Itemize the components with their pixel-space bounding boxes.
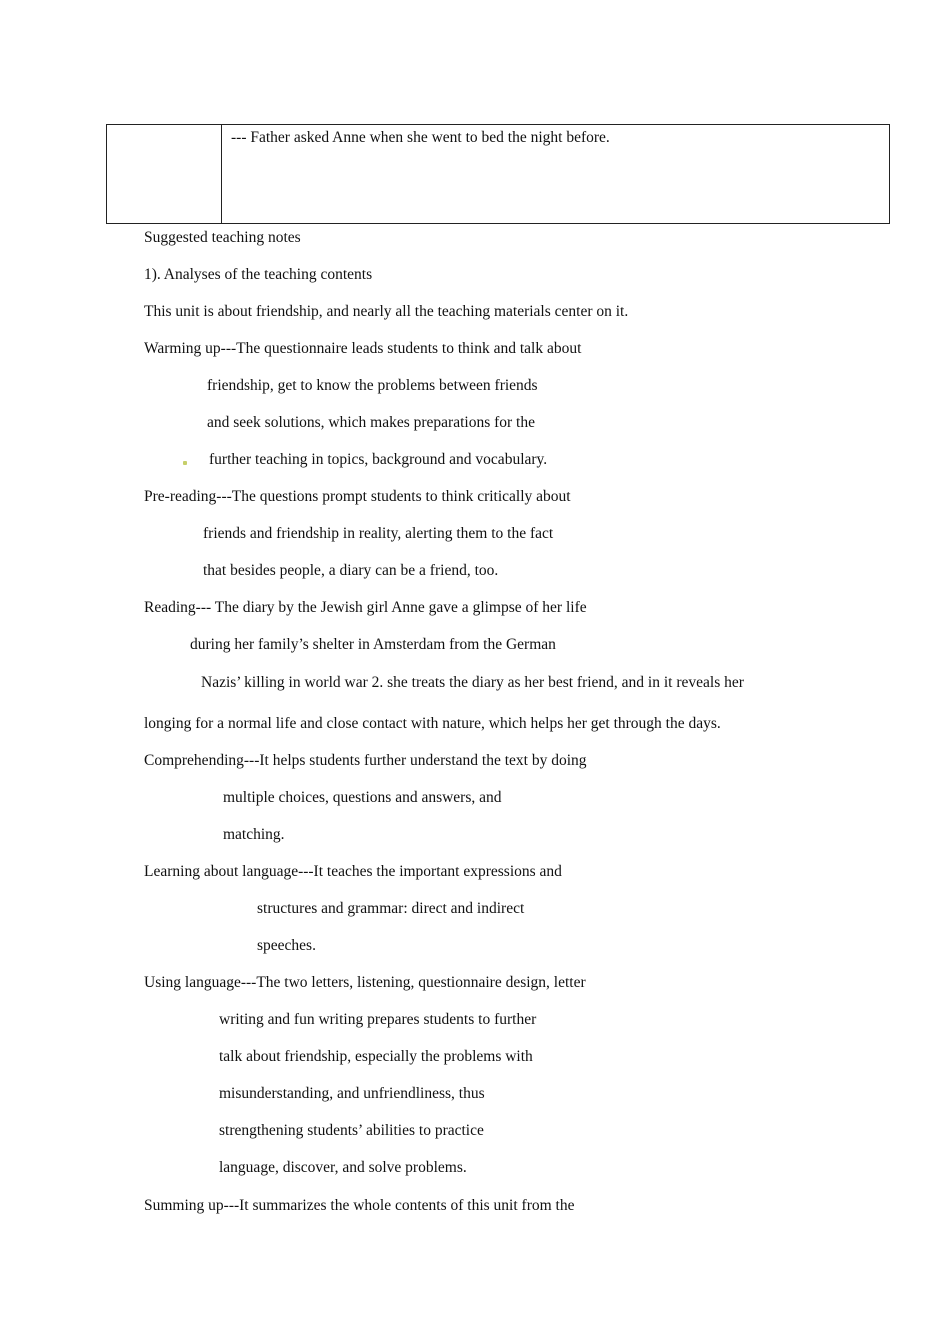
warming-up-line: Warming up---The questionnaire leads students to think and talk about	[144, 340, 582, 357]
language-line: Learning about language---It teaches the important expressions and	[144, 863, 562, 880]
reading-line: during her family’s shelter in Amsterdam from the German	[190, 636, 556, 653]
pre-reading-line: Pre-reading---The questions prompt students to think critically about	[144, 488, 571, 505]
comprehending-line: multiple choices, questions and answers, and	[223, 789, 502, 806]
using-language-line: Using language---The two letters, listening, questionnaire design, letter	[144, 974, 586, 991]
bullet-mark	[183, 461, 187, 465]
reading-line: longing for a normal life and close contact with nature, which helps her get through the days.	[144, 715, 721, 732]
using-language-line: strengthening students’ abilities to practice	[219, 1122, 484, 1139]
language-line: structures and grammar: direct and indirect	[257, 900, 525, 917]
pre-reading-line: friends and friendship in reality, alerting them to the fact	[203, 525, 554, 542]
using-language-line: language, discover, and solve problems.	[219, 1159, 467, 1176]
warming-up-line: and seek solutions, which makes preparations for the	[207, 414, 535, 431]
section-heading: Suggested teaching notes	[144, 229, 301, 246]
table-cell-right: --- Father asked Anne when she went to bed the night before.	[231, 129, 610, 146]
table-cell-left	[107, 125, 222, 223]
using-language-line: misunderstanding, and unfriendliness, thus	[219, 1085, 485, 1102]
pre-reading-line: that besides people, a diary can be a friend, too.	[203, 562, 499, 579]
paragraph-line: This unit is about friendship, and nearly all the teaching materials center on it.	[144, 303, 629, 320]
warming-up-line: friendship, get to know the problems between friends	[207, 377, 538, 394]
language-line: speeches.	[257, 937, 316, 954]
comprehending-line: matching.	[223, 826, 285, 843]
reading-line: Reading--- The diary by the Jewish girl Anne gave a glimpse of her life	[144, 599, 587, 616]
warming-up-line: further teaching in topics, background and vocabulary.	[209, 451, 548, 468]
using-language-line: talk about friendship, especially the problems with	[219, 1048, 533, 1065]
reading-line: Nazis’ killing in world war 2. she treats the diary as her best friend, and in it reveals her	[201, 674, 744, 691]
subheading: 1). Analyses of the teaching contents	[144, 266, 373, 283]
using-language-line: writing and fun writing prepares students to further	[219, 1011, 537, 1028]
summing-up-line: Summing up---It summarizes the whole contents of this unit from the	[144, 1197, 575, 1214]
table	[106, 124, 890, 224]
comprehending-line: Comprehending---It helps students further understand the text by doing	[144, 752, 587, 769]
